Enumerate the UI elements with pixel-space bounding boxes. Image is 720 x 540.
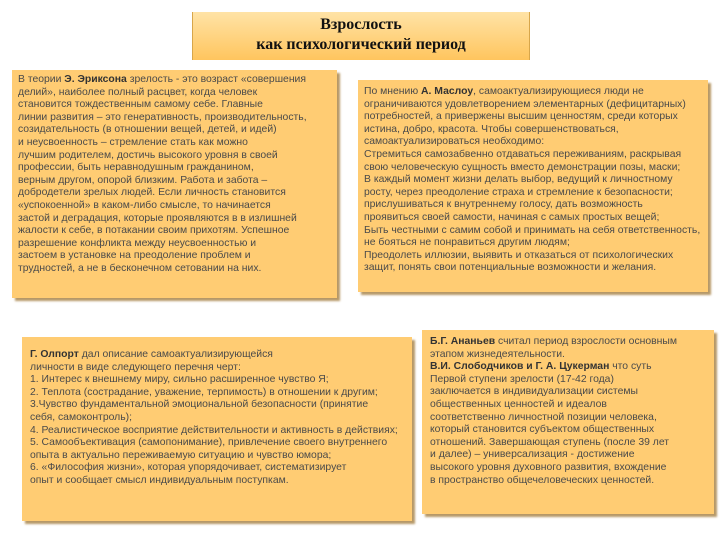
allport-line: 1. Интерес к внешнему миру, сильно расширенное чувство Я; [30, 374, 329, 386]
allport-line: личности в виде следующего перечня черт: [30, 361, 241, 373]
allport-line: 6. «Философия жизни», которая упорядочивает, систематизирует [30, 462, 347, 474]
erikson-line: линии развития – это генеративность, производительность, [18, 111, 307, 123]
ananyev-author: Б.Г. Ананьев [430, 336, 496, 347]
maslow-line: Быть честными с самим собой и принимать на себя ответственность, [364, 224, 701, 236]
erikson-line: и неусвоенность – стремление стать как можно [18, 136, 248, 148]
maslow-pre: По мнению [364, 86, 422, 97]
maslow-line: Стремиться самозабвенно отдаваться переживаниям, раскрывая [364, 148, 682, 160]
maslow-post: , самоактуализирующиеся люди не [473, 86, 644, 97]
erikson-line: профессии, быть неравнодушным гражданином, [18, 162, 254, 174]
erikson-box [12, 70, 337, 298]
allport-line: 3.Чувство фундаментальной эмоциональной безопасности (принятие [30, 399, 369, 411]
ananyev-post: считал период взрослости основным [495, 336, 678, 347]
title-line-1: Взрослость [320, 16, 402, 33]
ananyev-line: общественных ценностей и идеалов [430, 398, 607, 410]
erikson-line: трудностей, а не в бесконечном сетовании на них. [18, 262, 262, 274]
allport-line-first [30, 349, 404, 362]
maslow-line: Преодолеть иллюзии, выявить и отказаться от психологических [364, 249, 674, 261]
slobodchikov-post: что суть [609, 361, 652, 373]
ananyev-line: и далее) – универсализация - достижение [430, 449, 635, 461]
erikson-line: созидательность (в отношении вещей, детей, и идей) [18, 124, 277, 136]
erikson-pre: В теории [18, 74, 65, 85]
ananyev-line: заключается в индивидуализации системы [430, 386, 638, 398]
maslow-author: А. Маслоу [421, 86, 474, 97]
ananyev-line: отношений. Завершающая ступень (после 39 лет [430, 436, 670, 448]
erikson-text [18, 74, 331, 276]
allport-line: 2. Теплота (сострадание, уважение, терпимость) в отношении к другим; [30, 386, 378, 398]
erikson-line: становится тождественным самому себе. Главные [18, 99, 263, 111]
allport-text [30, 349, 404, 488]
maslow-line: свою человеческую сущность вместо демонстрации позы, маски; [364, 161, 681, 173]
maslow-line: истина, добро, красота. Чтобы совершенствоваться, [364, 123, 619, 135]
erikson-line: застоем в установке на преодоление проблем и [18, 250, 251, 262]
maslow-line: самоактуализироваться необходимо: [364, 136, 545, 148]
maslow-box [358, 80, 708, 292]
maslow-line: потребностей, а привержены высшим ценностям, среди которых [364, 111, 678, 123]
maslow-line: прислушиваться к внутреннему голосу, дать возможность [364, 199, 643, 211]
ananyev-line: Первой ступени зрелости (17-42 года) [430, 373, 614, 385]
ananyev-text [430, 336, 706, 487]
erikson-post: зрелость - это возраст «совершения [126, 74, 306, 85]
ananyev-box [422, 330, 714, 514]
ananyev-line: этапом жизнедеятельности. [430, 348, 565, 360]
erikson-line: разрешение конфликта между неусвоенностью и [18, 237, 257, 249]
allport-line: опыта в актуально переживаемую ситуацию и чувство юмора; [30, 449, 332, 461]
maslow-line: проявиться своей самости, начиная с самых простых вещей; [364, 211, 660, 223]
allport-author: Г. Олпорт [30, 349, 79, 360]
maslow-line: не бояться не понравиться другим людям; [364, 237, 570, 249]
title-banner [192, 12, 530, 60]
slobodchikov-line-first [430, 361, 706, 374]
allport-line: 4. Реалистическое восприятие действительности и активность в действиях; [30, 424, 398, 436]
allport-line: себя, самоконтроль); [30, 411, 132, 423]
title-line-2: как психологический период [256, 36, 466, 53]
erikson-line: жалости к себе, в потакании своим прихотям. Успешное [18, 225, 290, 237]
maslow-line: ограничиваются удовлетворением элементарных (дефицитарных) [364, 98, 686, 110]
maslow-text [364, 86, 702, 275]
ananyev-line-first [430, 336, 706, 349]
maslow-line: защит, понять свои потенциальные возможности и желания. [364, 262, 657, 274]
erikson-line-first [18, 74, 331, 87]
erikson-author: Э. Эриксона [64, 74, 127, 85]
allport-line: 5. Самообъективация (самопонимание), привлечение своего внутреннего [30, 437, 388, 449]
erikson-line: «успокоенной» в каком-либо смысле, то начинается [18, 199, 271, 211]
erikson-line: добродетели зрелых людей. Если личность становится [18, 187, 286, 199]
erikson-line: застой и деградация, которые проявляются в в излишней [18, 212, 297, 224]
maslow-line: росту, через преодоление страха и стремление к безопасности; [364, 186, 673, 198]
erikson-line: верным другом, опорой близким. Работа и забота – [18, 174, 268, 186]
allport-post: дал описание самоактуализирующейся [78, 349, 273, 360]
erikson-line: лучшим родителем, достичь высокого уровня в своей [18, 149, 278, 161]
maslow-line: В каждый момент жизни делать выбор, ведущий к личностному [364, 174, 673, 186]
ananyev-line: соответственно личностной позиции человека, [430, 411, 657, 423]
ananyev-line: который становится субъектом общественных [430, 424, 655, 436]
erikson-line: делий», наиболее полный расцвет, когда человек [18, 86, 258, 98]
allport-line: опыт и сообщает смысл индивидуальным поступкам. [30, 474, 289, 486]
ananyev-line: высокого уровня духовного развития, вхождение [430, 461, 667, 473]
allport-box [22, 337, 412, 521]
slobodchikov-authors: В.И. Слободчиков и Г. А. Цукерман [430, 361, 610, 373]
ananyev-line: в пространство общечеловеческих ценностей. [430, 474, 655, 486]
maslow-line-first [364, 86, 702, 99]
